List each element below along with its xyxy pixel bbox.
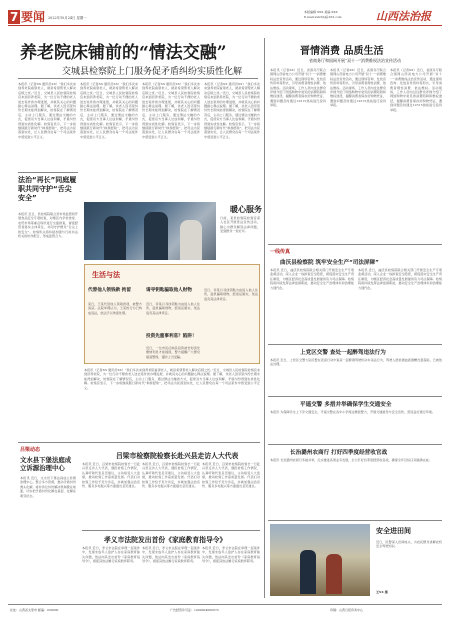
safe-school-title: 安全进田间 xyxy=(376,527,411,535)
officer-figure xyxy=(104,216,126,260)
right-column-divider xyxy=(264,38,265,598)
continuation-text: 本报讯（记者XX 通讯员XX）“我们多次来到养老院看望老人，就是希望帮老人解决后顾之忧。”近日，交城县人民检察院检察官来到县养老院，为一位行动不便的老人送去案件的办理进展，并就其关心的问题耐心释法说理。据了解，该老人因邻里纠纷长期未能得到解决，检察院在了解情况后，主动上门服务，通过情法交融的方式，促使双方当事人达成和解，矛盾纠纷得到实质性化解。检察官表示，下一步将继续践行新时代“枫桥经验”，把司法为民落到实处，让人民群众在每一个司法案件中感受到公平正义。 xyxy=(84,368,260,390)
law-feature-rule xyxy=(268,244,442,245)
lead-body-col4: 本报讯（记者XX 通讯员XX）“我们多次来到养老院看望老人，就是希望帮老人解决后顾之忧。”近日，交城县人民检察院检察官来到县养老院，为一位行动不便的老人送去案件的办理进展，并就其关心的问题耐心释法说理。据了解，该老人因邻里纠纷长期未能得到解决，检察院在了解情况后，主动上门服务，通过情法交融的方式，促使双方当事人达成和解，矛盾纠纷得到实质性化解。检察官表示，下一步将继续践行新时代“枫桥经验”，把司法为民落到实处，让人民群众在每一个司法案件中感受到公平正义。 xyxy=(204,82,260,139)
consume-body-col1: 本报讯（记者XX）近日，省商务厅联合国网山西省电力公司开展“双十一”消费维权法治宣传活动，通过现场咨询、发放宣传资料等形式，引导消费者理性消费、依法维权。活动现场，工作人员向过往群众详细介绍了网络购物中常见的消费陷阱和维权途径，提醒消费者保存好购物凭证，遇到问题及时通过12315热线进行投诉举报。 xyxy=(270,68,326,108)
consume-body-col2: 本报讯（记者XX）近日，省商务厅联合国网山西省电力公司开展“双十一”消费维权法治宣传活动，通过现场咨询、发放宣传资料等形式，引导消费者理性消费、依法维权。活动现场，工作人员向过往群众详细介绍了网络购物中常见的消费陷阱和维权途径，提醒消费者保存好购物凭证，遇到问题及时通过12315热线进行投诉举报。 xyxy=(330,68,386,108)
life-item-body: 某日，王某代替他人领取款项，被警方查获。法院审理认为，王某的行为已构成违法，依法予以拘留处理。 xyxy=(88,302,142,315)
family-guide-rule xyxy=(82,530,260,531)
footer-rule xyxy=(8,604,442,605)
law-feature-body-col1: 本报讯 近日，曲沃县检察院联合相关部门开展安全生产专项监督活动，深入企业一线排查安全隐患，督促落实安全生产责任制度，为辖区经济社会高质量发展提供有力司法保障。检察院将持续发挥法律监督职能，推动安全生产治理体系和治理能力现代化。 xyxy=(270,268,354,290)
left-story-title: 法治“再长”同庭履职共同守护“舌尖安全” xyxy=(18,176,77,202)
consume-title: 晋情消费 品质生活 xyxy=(300,46,384,57)
consume-subtitle: 省商务厅和国网开展“双十一”消费维权法治宣传活动 xyxy=(308,58,402,63)
brief-title: 平遥交警 多措并举确保学生交通安全 xyxy=(300,402,392,408)
brief-rule xyxy=(268,396,442,397)
people-congress-body-col2: 本报讯 近日，吕梁市检察院检察长一行赴兴县走访人大代表，通报检察工作情况，认真听取代表意见建议，主动接受人大监督，推动检察工作高质量发展。代表们对检察工作给予充分肯定，并就加强法治宣传、服务乡村振兴等方面提出意见建议。 xyxy=(142,462,200,489)
life-law-title: 生活与法 xyxy=(92,271,120,279)
people-congress-body-col1: 本报讯 近日，吕梁市检察院检察长一行赴兴县走访人大代表，通报检察工作情况，认真听取代表意见建议，主动接受人大监督，推动检察工作高质量发展。代表们对检察工作给予充分肯定，并就加强法治宣传、服务乡村振兴等方面提出意见建议。 xyxy=(82,462,140,489)
people-congress-body-col3: 本报讯 近日，吕梁市检察院检察长一行赴兴县走访人大代表，通报检察工作情况，认真听取代表意见建议，主动接受人大监督，推动检察工作高质量发展。代表们对检察工作给予充分肯定，并就加强法治宣传、服务乡村振兴等方面提出意见建议。 xyxy=(202,462,260,489)
left-story-body: 本报讯 近日，县检察院联合县市场监管局开展食品安全专项检查，对辖区内学校食堂、农贸市场等重点场所进行全面排查，督促经营者落实主体责任，共同守护群众“舌尖上的安全”。检察机关将持续加强与行政执法机关的协作配合，形成监管合力。 xyxy=(18,212,78,239)
life-item-body: 近日，李某以寻找钥匙为由进入他人住所，趁机骗取财物，经查证属实，依法追究其法律责任。 xyxy=(146,302,200,315)
life-item-body: 近日，一位市民反映其投资被告知需先缴纳利息才能提现，警方提醒广大群众提高警惕，谨防上当受骗。 xyxy=(146,346,200,359)
family-guide-title: 孝义市法院发出首份《家庭教育指导令》 xyxy=(104,536,227,544)
issue-date: 2022年10月24日 星期一 xyxy=(48,16,87,20)
dynamics-kicker: 吕梁动态 xyxy=(20,447,41,453)
lead-subtitle: 交城县检察院上门服务促矛盾纠纷实质性化解 xyxy=(62,67,243,77)
section-name: 要闻 xyxy=(21,10,46,24)
officer-figure xyxy=(300,550,316,594)
photo-credit: 王XX 摄 xyxy=(376,590,388,594)
safe-school-body: 近日，民警深入田间地头，为农民群众讲解农机安全驾驶知识。 xyxy=(376,540,442,549)
farmer-figure xyxy=(326,554,342,594)
field-photo xyxy=(270,524,370,596)
lead-body-col3: 本报讯（记者XX 通讯员XX）“我们多次来到养老院看望老人，就是希望帮老人解决后顾之忧。”近日，交城县人民检察院检察官来到县养老院，为一位行动不便的老人送去案件的办理进展，并就其关心的问题耐心释法说理。据了解，该老人因邻里纠纷长期未能得到解决，检察院在了解情况后，主动上门服务，通过情法交融的方式，促使双方当事人达成和解，矛盾纠纷得到实质性化解。检察官表示，下一步将继续践行新时代“枫桥经验”，把司法为民落到实处，让人民群众在每一个司法案件中感受到公平正义。 xyxy=(142,82,200,139)
footer-right: 印刷：山西日报印务中心 xyxy=(330,608,364,612)
brief-rule xyxy=(268,444,442,445)
safe-rule xyxy=(268,520,442,521)
brief-body: 本报讯 为保障学生上下学交通安全，平遥交警在各中小学周边增派警力，开展交通疏导与安全宣传，营造良好通行环境。 xyxy=(270,410,435,414)
life-item-title: 投资先重事利息？陷阱！ xyxy=(146,334,197,339)
citizen-figure xyxy=(180,220,202,260)
lead-title: 养老院床铺前的“情法交融” xyxy=(20,43,227,63)
consume-body-col3: 本报讯（记者XX）近日，省商务厅联合国网山西省电力公司开展“双十一”消费维权法治宣传活动，通过现场咨询、发放宣传资料等形式，引导消费者理性消费、依法维权。活动现场，工作人员向过往群众详细介绍了网络购物中常见的消费陷阱和维权途径，提醒消费者保存好购物凭证，遇到问题及时通过12315热线进行投诉举报。 xyxy=(390,68,442,112)
email: E-mail:sxfzbbj@163.com xyxy=(304,15,342,19)
warm-service-title: 暖心服务 xyxy=(230,205,262,214)
dynamics-body: 本报讯 近日，文水县下堡法庭成立诉源治理中心，整合多方资源，推动矛盾纠纷源头化解，将非诉讼纠纷解决机制挺在前面，切实把矛盾纠纷化解在基层、化解在萌芽状态。 xyxy=(20,476,76,498)
brief-rule xyxy=(268,344,442,345)
left-divider xyxy=(18,172,78,173)
officer-figure xyxy=(144,212,168,260)
brief-body: 本报讯 长治潞州农商行多措并举，扎实推进各项业务发展，全力打好四季度经营收官战，确保全年目标任务圆满完成。 xyxy=(270,458,432,462)
family-guide-body-col2: 本报讯 近日，孝义市法院在审理一起案件中，发现未成年人监护人存在家庭教育缺失问题，依法向其发出首份《家庭教育指导令》，督促其依法履行家庭教育职责。 xyxy=(142,546,200,564)
life-item-title: 请寻钥匙骗取他人财物 xyxy=(146,288,192,293)
warm-service-body: 日前，某县检察院检察官深入社区开展普法宣传活动，耐心为群众解答法律问题，受到群众一致好评。 xyxy=(220,216,260,234)
brief-title: 上党区交警 查处一起醉驾违法行为 xyxy=(300,350,386,356)
life-extra-body: 近日，李某以寻找钥匙为由进入他人住所，趁机骗取财物，经查证属实，依法追究其法律责任。 xyxy=(204,288,258,301)
editor-info: 本版编辑 XXX 美编 XXX xyxy=(304,10,338,14)
dynamics-title: 文水县下堡法庭成立诉源治理中心 xyxy=(20,456,72,472)
law-feature-title: 曲沃县检察院 筑牢安全生产“司法屏障” xyxy=(280,260,379,266)
lead-body-col2: 本报讯（记者XX 通讯员XX）“我们多次来到养老院看望老人，就是希望帮老人解决后顾之忧。”近日，交城县人民检察院检察官来到县养老院，为一位行动不便的老人送去案件的办理进展，并就其关心的问题耐心释法说理。据了解，该老人因邻里纠纷长期未能得到解决，检察院在了解情况后，主动上门服务，通过情法交融的方式，促使双方当事人达成和解，矛盾纠纷得到实质性化解。检察官表示，下一步将继续践行新时代“枫桥经验”，把司法为民落到实处，让人民群众在每一个司法案件中感受到公平正义。 xyxy=(80,82,138,139)
lead-underline xyxy=(18,78,258,79)
police-photo xyxy=(84,202,216,260)
footer-mid: 广告经营许可证：1400004000072 xyxy=(170,608,219,612)
footer-left: 社址：山西省太原市 邮编：030000 xyxy=(10,608,59,612)
lower-band-rule xyxy=(18,442,260,443)
law-feature-body-col2: 本报讯 近日，曲沃县检察院联合相关部门开展安全生产专项监督活动，深入企业一线排查安全隐患，督促落实安全生产责任制度，为辖区经济社会高质量发展提供有力司法保障。检察院将持续发挥法律监督职能，推动安全生产治理体系和治理能力现代化。 xyxy=(358,268,442,290)
newspaper-logo: 山西法治报 xyxy=(376,10,431,23)
masthead xyxy=(8,8,442,30)
brief-body: 本报讯 近日，上党区交警大队民警在夜查行动中查获一起醉酒驾驶机动车违法行为，驾驶人经检测血液酒精含量超标，已被依法处理。 xyxy=(270,358,442,367)
brief-title: 长治潞州农商行 打好四季度经营收官战 xyxy=(290,450,388,456)
law-feature-kicker: 一线传真 xyxy=(270,249,291,255)
people-congress-title: 吕梁市检察院检察长赴兴县走访人大代表 xyxy=(116,452,239,460)
lead-body-col1: 本报讯（记者XX 通讯员XX）“我们多次来到养老院看望老人，就是希望帮老人解决后顾之忧。”近日，交城县人民检察院检察官来到县养老院，为一位行动不便的老人送去案件的办理进展，并就其关心的问题耐心释法说理。据了解，该老人因邻里纠纷长期未能得到解决，检察院在了解情况后，主动上门服务，通过情法交融的方式，促使双方当事人达成和解，矛盾纠纷得到实质性化解。检察官表示，下一步将继续践行新时代“枫桥经验”，把司法为民落到实处，让人民群众在每一个司法案件中感受到公平正义。 xyxy=(18,82,76,139)
page-number: 7 xyxy=(10,10,19,24)
family-guide-body-col1: 本报讯 近日，孝义市法院在审理一起案件中，发现未成年人监护人存在家庭教育缺失问题，依法向其发出首份《家庭教育指导令》，督促其依法履行家庭教育职责。 xyxy=(82,546,140,564)
family-guide-body-col3: 本报讯 近日，孝义市法院在审理一起案件中，发现未成年人监护人存在家庭教育缺失问题，依法向其发出首份《家庭教育指导令》，督促其依法履行家庭教育职责。 xyxy=(202,546,260,564)
masthead-rule xyxy=(8,25,442,26)
life-item-title: 代替他人领钱款 拘留 xyxy=(88,288,131,293)
